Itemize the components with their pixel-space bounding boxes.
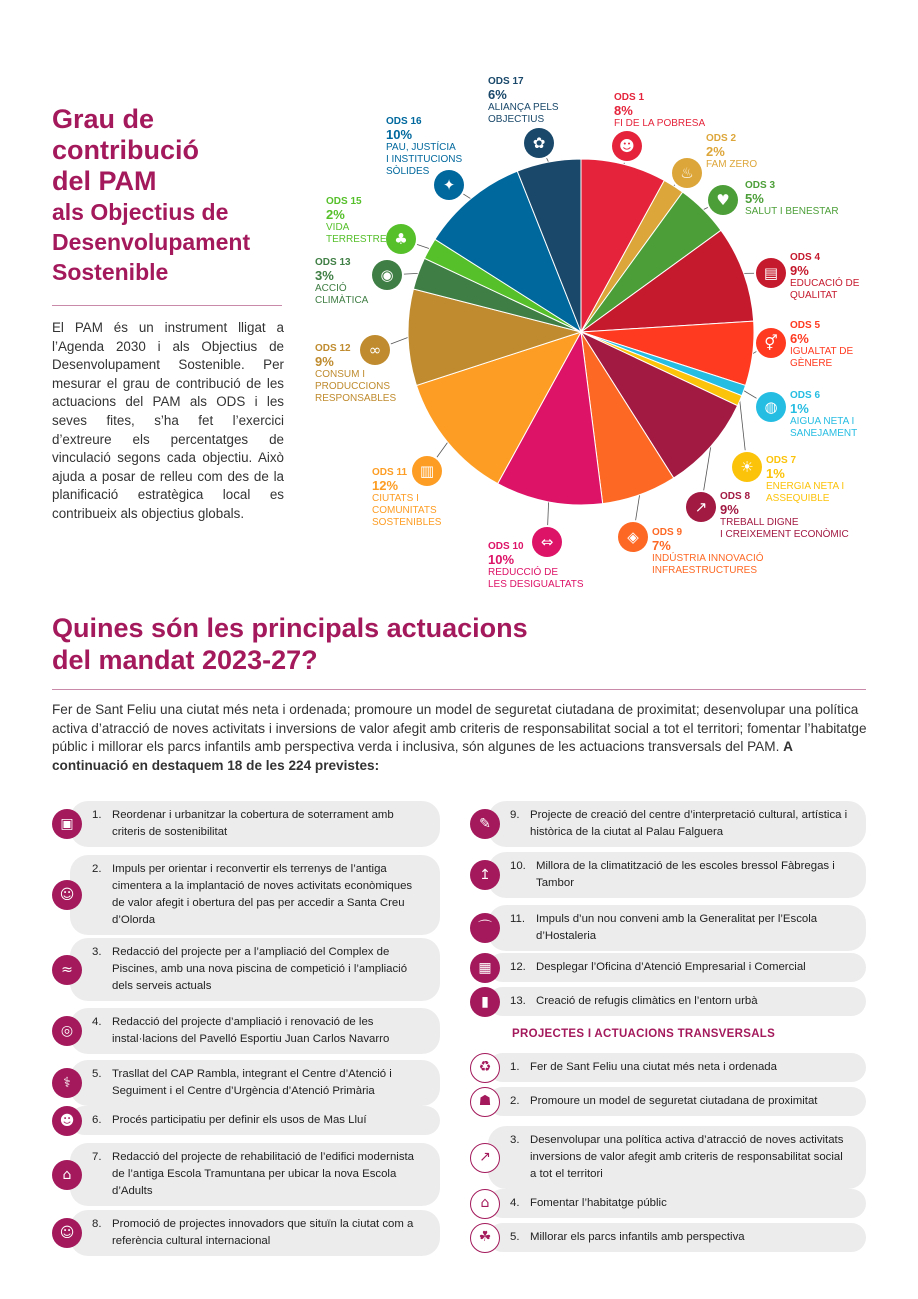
infinity-icon: ∞ xyxy=(360,335,390,365)
pie-label xyxy=(745,180,839,218)
pie-label xyxy=(790,252,859,302)
pie-label-value: 9% xyxy=(790,263,809,278)
action-number: 2. xyxy=(510,1095,520,1107)
intro-title-line: Sostenible xyxy=(52,259,169,285)
pie-label-name: CONSUM I xyxy=(315,369,365,380)
pie-label-name: SALUT I BENESTAR xyxy=(745,206,839,217)
divider xyxy=(52,689,866,690)
action-pill xyxy=(70,801,440,847)
pie-label xyxy=(386,116,462,178)
pie-label-code: ODS 10 xyxy=(488,541,524,552)
pie-label xyxy=(488,541,584,591)
pie-label-value: 10% xyxy=(488,552,515,567)
basketball-icon: ◎ xyxy=(52,1016,82,1046)
pie-label-name: OBJECTIUS xyxy=(488,114,545,125)
action-text: Desenvolupar una política activa d’atracció de noves activitats inversions de valor afegit amb criteris de responsabilitat social a tot el territori xyxy=(530,1134,844,1180)
pie-label-value: 5% xyxy=(745,191,764,206)
thermometer-icon: ↥ xyxy=(470,860,500,890)
action-number: 3. xyxy=(92,946,102,958)
leader-line xyxy=(547,502,549,530)
park-icon: ☘ xyxy=(470,1223,500,1253)
action-item xyxy=(470,905,866,951)
pie-label-name: SANEJAMENT xyxy=(790,428,858,439)
action-pill xyxy=(70,1008,440,1054)
palette-icon: ✎ xyxy=(470,809,500,839)
tree-icon: ♣ xyxy=(386,224,416,254)
water-icon: ◍ xyxy=(756,392,786,422)
pie-label-code: ODS 3 xyxy=(745,180,776,191)
pie-label-name: GÈNERE xyxy=(790,358,833,369)
action-pill xyxy=(488,953,866,982)
action-pill xyxy=(488,1126,866,1189)
pie-label-value: 10% xyxy=(386,127,413,142)
recycle-icon: ♻ xyxy=(470,1053,500,1083)
intro-title-line: Desenvolupament xyxy=(52,229,251,255)
pie-label-code: ODS 2 xyxy=(706,133,737,144)
action-pill xyxy=(488,852,866,898)
pie-label-name: FAM ZERO xyxy=(706,159,758,170)
action-text: Redacció del projecte de rehabilitació de l’edifici modernista de l’antiga Escola Tramuntana per ubicar la nova Escola d’Adults xyxy=(112,1151,415,1197)
action-item xyxy=(52,1008,440,1054)
section-body-text: Fer de Sant Feliu una ciutat més neta i ordenada; promoure un model de seguretat ciutadana de proximitat; desenvolupar una política activa d’atracció de noves activitats i inversions de valor afegit amb criteris de responsabilitat social a tot el territori; fomentar l’habitatge públic i millorar els parcs infantils amb perspectiva verda i inclusiva, són algunes de les actuacions transversals del PAM. xyxy=(52,702,867,755)
action-text: Redacció del projecte d’ampliació i renovació de les instal·lacions del Pavelló Esportiu Juan Carlos Navarro xyxy=(112,1016,390,1045)
action-number: 12. xyxy=(510,961,526,973)
action-item xyxy=(52,801,440,847)
pie-label-name: CIUTATS I xyxy=(372,493,419,504)
pie-label-code: ODS 1 xyxy=(614,92,645,103)
pie-label-name: ALIANÇA PELS xyxy=(488,102,559,113)
housing-icon: ⌂ xyxy=(470,1189,500,1219)
action-number: 9. xyxy=(510,809,520,821)
pie-label-value: 8% xyxy=(614,103,633,118)
pie-label xyxy=(372,467,441,529)
action-text: Promoure un model de seguretat ciutadana de proximitat xyxy=(530,1095,818,1107)
action-pill xyxy=(488,1189,866,1218)
section-title-line: Quines són les principals actuacions xyxy=(52,613,528,643)
action-item xyxy=(470,1189,866,1218)
pie-label-code: ODS 12 xyxy=(315,343,351,354)
action-item xyxy=(52,1106,440,1135)
action-number: 7. xyxy=(92,1151,102,1163)
action-text: Trasllat del CAP Rambla, integrant el Centre d’Atenció i Seguiment i el Centre d’Urgència d’Atenció Primària xyxy=(112,1068,392,1097)
action-item xyxy=(470,987,866,1016)
pie-label-name: ACCIÓ xyxy=(315,283,347,294)
pie-label-value: 6% xyxy=(488,87,507,102)
pie-label-name: TERRESTRE xyxy=(326,234,387,245)
action-pill xyxy=(488,1087,866,1116)
action-text: Fer de Sant Feliu una ciutat més neta i ordenada xyxy=(530,1061,777,1073)
city-icon: ▥ xyxy=(412,456,442,486)
pie-label-value: 1% xyxy=(766,466,785,481)
pie-label-name: REDUCCIÓ DE xyxy=(488,567,559,578)
action-item xyxy=(52,855,440,935)
section-title xyxy=(52,612,672,676)
pie-label-name: I CREIXEMENT ECONÒMIC xyxy=(720,529,849,540)
pie-label-name: CLIMÀTICA xyxy=(315,295,369,306)
pie-label-value: 12% xyxy=(372,478,399,493)
action-pill xyxy=(70,855,440,935)
pie-label-value: 7% xyxy=(652,538,671,553)
action-pill xyxy=(70,1060,440,1106)
intro-title-line: Grau de xyxy=(52,104,155,134)
action-text: Redacció del projecte per a l’ampliació del Complex de Piscines, amb una nova piscina de competició i l’ampliació dels serveis actuals xyxy=(112,946,408,992)
pie-label-name: TREBALL DIGNE xyxy=(720,517,799,528)
pie-label xyxy=(790,390,857,440)
action-item xyxy=(52,1210,440,1256)
pie-label-name: SÒLIDES xyxy=(386,166,430,177)
action-number: 8. xyxy=(92,1218,102,1230)
action-pill xyxy=(488,905,866,951)
pie-label-code: ODS 5 xyxy=(790,320,821,331)
section-body xyxy=(52,701,868,775)
pie-label-name: SOSTENIBLES xyxy=(372,517,442,528)
pie-label-name: LES DESIGUALTATS xyxy=(488,579,584,590)
train-icon: ▣ xyxy=(52,809,82,839)
action-pill xyxy=(70,1210,440,1256)
eye-globe-icon: ◉ xyxy=(372,260,402,290)
action-pill xyxy=(70,1143,440,1206)
action-item xyxy=(470,953,866,982)
pie-label-code: ODS 17 xyxy=(488,76,524,87)
pie-label-name: PAU, JUSTÍCIA xyxy=(386,142,456,153)
pie-label xyxy=(488,76,559,126)
action-pill xyxy=(70,1106,440,1135)
action-item xyxy=(470,852,866,898)
action-text: Procés participatiu per definir els usos de Mas Lluí xyxy=(112,1114,367,1126)
sun-icon: ☀ xyxy=(732,452,762,482)
flower-icon: ✿ xyxy=(524,128,554,158)
action-text: Millorar els parcs infantils amb perspectiva xyxy=(530,1231,745,1243)
action-number: 1. xyxy=(92,809,102,821)
action-text: Desplegar l’Oficina d’Atenció Empresarial i Comercial xyxy=(536,961,806,973)
action-item xyxy=(470,1053,866,1082)
action-pill xyxy=(488,987,866,1016)
action-number: 5. xyxy=(92,1068,102,1080)
pie-label xyxy=(652,527,764,577)
pie-label-name: RESPONSABLES xyxy=(315,393,397,404)
pie-label-name: PRODUCCIONS xyxy=(315,381,391,392)
pie-label xyxy=(326,196,387,246)
intro-title-line: del PAM xyxy=(52,166,157,196)
theatre-masks-icon: ☺ xyxy=(52,1218,82,1248)
pie-label-value: 2% xyxy=(326,207,345,222)
pie-label-code: ODS 11 xyxy=(372,467,408,478)
pie-label-name: AIGUA NETA I xyxy=(790,416,855,427)
section-body-bold: A continuació en destaquem 18 de les 224 previstes: xyxy=(52,739,793,773)
pie-label-value: 6% xyxy=(790,331,809,346)
dove-icon: ✦ xyxy=(434,170,464,200)
equality-icon: ⇔ xyxy=(532,527,562,557)
action-text: Reordenar i urbanitzar la cobertura de soterrament amb criteris de sostenibilitat xyxy=(112,809,394,838)
action-item xyxy=(52,1060,440,1106)
pie-label-code: ODS 7 xyxy=(766,455,797,466)
divider xyxy=(52,305,282,306)
action-item xyxy=(52,938,440,1001)
heartbeat-icon: ♥ xyxy=(708,185,738,215)
action-pill xyxy=(488,1223,866,1252)
pie-label-value: 9% xyxy=(720,502,739,517)
pie-label-name: ENERGIA NETA I xyxy=(766,481,845,492)
swimmer-icon: ≈ xyxy=(52,955,82,985)
action-text: Millora de la climatització de les escoles bressol Fàbregas i Tambor xyxy=(536,860,835,889)
pie-label xyxy=(315,343,396,405)
school-icon: ⌂ xyxy=(52,1160,82,1190)
pie-label-name: ASSEQUIBLE xyxy=(766,493,830,504)
pie-label-name: VIDA xyxy=(326,222,350,233)
pie-label-name: EDUCACIÓ DE xyxy=(790,278,860,289)
pie-label-name: COMUNITATS xyxy=(372,505,437,516)
action-text: Fomentar l’habitatge públic xyxy=(530,1197,667,1209)
intro-body: El PAM és un instrument lligat a l’Agenda 2030 i als Objectius de Desenvolupament Sostenible. Per mesurar el grau de contribució de les actuacions del PAM als ODS i les seves fites, s’ha fet l’exercici d’extreure els percentatges de vinculació segons cada objectiu. Això ajuda a posar de relleu com des de la planificació estratègica local es contribueix als objectius globals. xyxy=(52,320,284,521)
pie-label-name: INFRAESTRUCTURES xyxy=(652,565,758,576)
investment-icon: ↗ xyxy=(470,1143,500,1173)
pie-label-code: ODS 16 xyxy=(386,116,422,127)
pie-label-name: IGUALTAT DE xyxy=(790,346,854,357)
intro-title-line: contribució xyxy=(52,135,199,165)
pie-label-name: FI DE LA POBRESA xyxy=(614,118,706,129)
pie-label-value: 9% xyxy=(315,354,334,369)
action-number: 10. xyxy=(510,860,526,872)
office-icon: ▦ xyxy=(470,953,500,983)
pie-label-code: ODS 15 xyxy=(326,196,362,207)
action-number: 13. xyxy=(510,995,526,1007)
projects-heading: PROJECTES I ACTUACIONS TRANSVERSALS xyxy=(512,1028,776,1040)
pie-label-value: 1% xyxy=(790,401,809,416)
action-number: 1. xyxy=(510,1061,520,1073)
pie-label-name: INDÚSTRIA INNOVACIÓ xyxy=(652,553,764,564)
pie-label-code: ODS 4 xyxy=(790,252,821,263)
people-icon: ☻ xyxy=(612,131,642,161)
action-item xyxy=(470,1087,866,1116)
action-item xyxy=(52,1143,440,1206)
book-icon: ▤ xyxy=(756,258,786,288)
temperature-icon: ▮ xyxy=(470,987,500,1017)
pie-label xyxy=(790,320,853,370)
gender-icon: ⚥ xyxy=(756,328,786,358)
action-text: Impuls d’un nou conveni amb la Generalitat per l’Escola d’Hostaleria xyxy=(536,913,818,942)
intro-title-line: als Objectius de xyxy=(52,199,229,225)
pie-label-code: ODS 6 xyxy=(790,390,821,401)
action-number: 2. xyxy=(92,863,102,875)
bowl-icon: ♨ xyxy=(672,158,702,188)
stethoscope-icon: ⚕ xyxy=(52,1068,82,1098)
action-number: 4. xyxy=(510,1197,520,1209)
intro-title xyxy=(52,104,292,287)
action-item xyxy=(470,1126,866,1189)
pie-label-name: QUALITAT xyxy=(790,290,838,301)
pie-label-code: ODS 8 xyxy=(720,491,751,502)
cloche-icon: ⌒ xyxy=(470,913,500,943)
worker-icon: ☺ xyxy=(52,880,82,910)
action-number: 6. xyxy=(92,1114,102,1126)
action-item xyxy=(470,1223,866,1252)
section-title-line: del mandat 2023-27? xyxy=(52,645,318,675)
action-pill xyxy=(488,801,866,847)
pie-label xyxy=(614,92,705,130)
pie-label-name: I INSTITUCIONS xyxy=(386,154,463,165)
action-number: 3. xyxy=(510,1134,520,1146)
action-text: Impuls per orientar i reconvertir els terrenys de l’antiga cimentera a la implantació de noves activitats econòmiques de valor afegit i obertura del pas per accedir a Santa Creu d’Olorda xyxy=(112,863,413,926)
action-number: 11. xyxy=(510,913,525,925)
police-icon: ☗ xyxy=(470,1087,500,1117)
action-number: 5. xyxy=(510,1231,520,1243)
pie-label-value: 2% xyxy=(706,144,725,159)
participants-icon: ☻ xyxy=(52,1106,82,1136)
action-pill xyxy=(70,938,440,1001)
pie-label-code: ODS 13 xyxy=(315,257,351,268)
action-text: Promoció de projectes innovadors que situïn la ciutat com a referència cultural internacional xyxy=(112,1218,414,1247)
action-pill xyxy=(488,1053,866,1082)
action-text: Creació de refugis climàtics en l’entorn urbà xyxy=(536,995,758,1007)
pie-label xyxy=(315,257,368,307)
pie-label xyxy=(706,133,757,171)
action-number: 4. xyxy=(92,1016,102,1028)
action-text: Projecte de creació del centre d’interpretació cultural, artística i històrica de la ciutat al Palau Falguera xyxy=(530,809,848,838)
growth-chart-icon: ↗ xyxy=(686,492,716,522)
pie-label-code: ODS 9 xyxy=(652,527,683,538)
cubes-icon: ◈ xyxy=(618,522,648,552)
pie-label-value: 3% xyxy=(315,268,334,283)
action-item xyxy=(470,801,866,847)
